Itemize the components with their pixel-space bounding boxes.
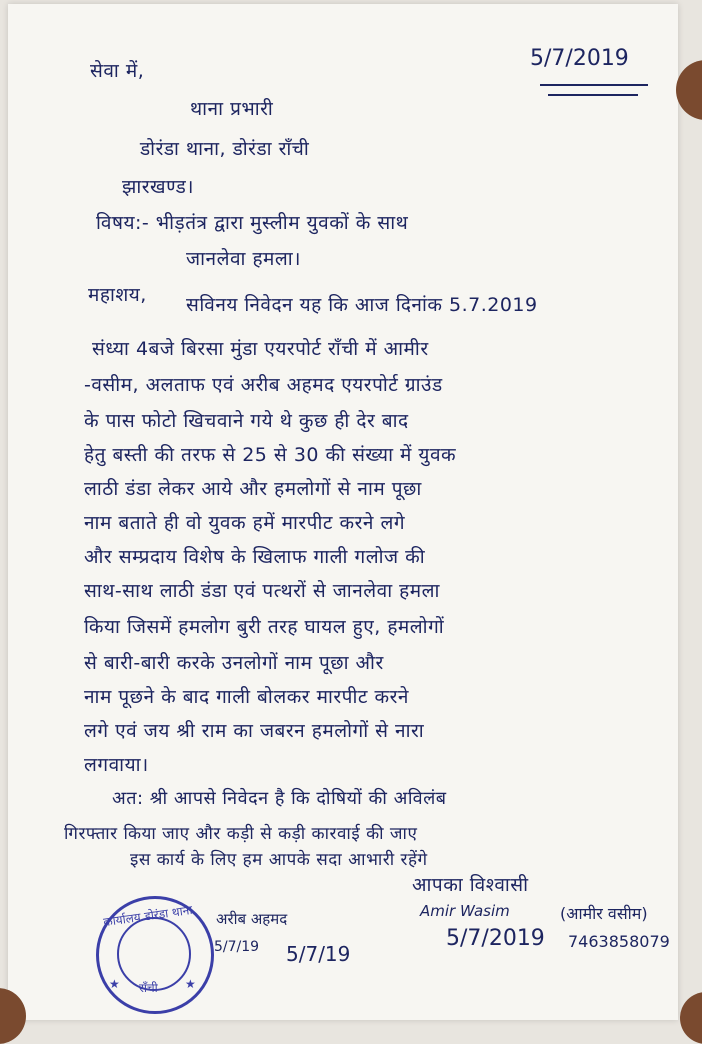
body-line: नाम बताते ही वो युवक हमें मारपीट करने लगे: [84, 512, 406, 534]
closing-line: अत: श्री आपसे निवेदन है कि दोषियों की अविलंब: [112, 788, 447, 809]
body-line: -वसीम, अलताफ एवं अरीब अहमद एयरपोर्ट ग्राउंड: [84, 374, 443, 396]
police-station-stamp: [96, 896, 214, 1014]
recipient-line: थाना प्रभारी: [190, 98, 274, 120]
stamp-star-icon: ★: [109, 977, 120, 991]
stamp-star-icon: ★: [185, 977, 196, 991]
subject-line: जानलेवा हमला।: [186, 248, 301, 270]
body-line: के पास फोटो खिचवाने गये थे कुछ ही देर बाद: [84, 410, 409, 432]
stamp-text-top: कार्यालय डोरंडा थाना: [102, 902, 194, 930]
signature: Amir Wasim: [420, 902, 510, 920]
stamp-text-center: राँची: [139, 981, 158, 995]
date-underline: [540, 84, 648, 86]
sign-off: आपका विश्वासी: [412, 874, 529, 896]
phone-number: 7463858079: [568, 932, 670, 951]
subject-line: विषय:- भीड़तंत्र द्वारा मुस्लीम युवकों के साथ: [96, 212, 409, 234]
body-line: हेतु बस्ती की तरफ से 25 से 30 की संख्या में युवक: [84, 444, 457, 466]
body-line: संध्या 4बजे बिरसा मुंडा एयरपोर्ट राँची में आमीर: [92, 338, 429, 360]
page-corner-shadow: [680, 992, 702, 1044]
recipient-line: झारखण्ड।: [122, 176, 194, 198]
body-line: किया जिसमें हमलोग बुरी तरह घायल हुए, हमलोगों: [84, 616, 445, 638]
body-line: से बारी-बारी करके उनलोगों नाम पूछा और: [84, 652, 384, 674]
body-line: नाम पूछने के बाद गाली बोलकर मारपीट करने: [84, 686, 409, 708]
body-line: लगे एवं जय श्री राम का जबरन हमलोगों से नारा: [84, 720, 425, 742]
body-line: और सम्प्रदाय विशेष के खिलाफ गाली गलोज की: [84, 546, 426, 568]
greeting: महाशय,: [88, 284, 147, 306]
salutation-to: सेवा में,: [90, 60, 145, 82]
closing-line: इस कार्य के लिए हम आपके सदा आभारी रहेंगे: [130, 850, 428, 870]
page-corner-shadow: [676, 60, 702, 120]
body-line: लाठी डंडा लेकर आये और हमलोगों से नाम पूछा: [84, 478, 422, 500]
body-line: लगवाया।: [84, 754, 149, 776]
recipient-line: डोरंडा थाना, डोरंडा राँची: [140, 138, 310, 160]
signature-date: 5/7/2019: [446, 926, 545, 951]
receipt-date: 5/7/19: [214, 939, 260, 955]
body-line: साथ-साथ लाठी डंडा एवं पत्थरों से जानलेवा हमला: [84, 580, 440, 602]
closing-line: गिरफ्तार किया जाए और कड़ी से कड़ी कारवाई की जाए: [64, 824, 418, 844]
receipt-name: अरीब अहमद: [216, 910, 288, 928]
date-underline: [548, 94, 638, 96]
body-line: सविनय निवेदन यह कि आज दिनांक 5.7.2019: [186, 294, 538, 316]
date-top: 5/7/2019: [530, 46, 629, 71]
sender-name: (आमीर वसीम): [560, 904, 648, 923]
receipt-date: 5/7/19: [286, 942, 351, 966]
